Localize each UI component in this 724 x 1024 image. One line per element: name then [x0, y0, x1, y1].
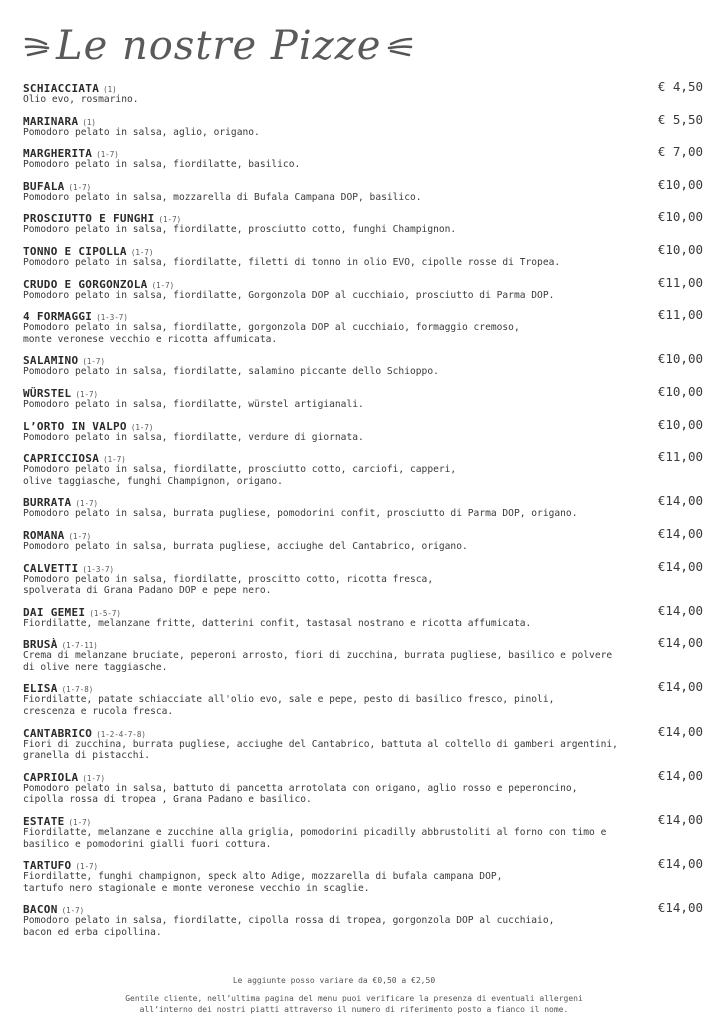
pizza-price: € 5,50: [657, 111, 703, 127]
menu-item: [23, 145, 705, 171]
menu-item: [23, 901, 705, 938]
menu-item-heading: [23, 210, 705, 224]
pizza-description: Pomodoro pelato in salsa, fiordilatte, prosciutto cotto, funghi Champignon.: [23, 224, 457, 236]
menu-item: [23, 604, 705, 630]
menu-item: [23, 276, 705, 302]
menu-item-heading: [23, 494, 705, 508]
pizza-price: €14,00: [657, 900, 703, 916]
pizza-description: Fiori di zucchina, burrata pugliese, acciughe del Cantabrico, battuta al coltello di gamberi argentini, granella di pistacchi.: [23, 738, 618, 762]
allergen-codes: (1-7): [68, 818, 92, 828]
pizza-name: PROSCIUTTO E FUNGHI: [23, 212, 155, 226]
pizza-name: TARTUFO: [23, 859, 72, 873]
pizza-name: MARINARA: [23, 114, 79, 128]
allergen-codes: (1-3-7): [82, 564, 114, 574]
pizza-description: Crema di melanzane bruciate, peperoni arrosto, fiori di zucchina, burrata pugliese, basilico e polvere di olive nere taggiasche.: [23, 650, 613, 673]
menu-item: [23, 385, 705, 411]
pizza-description: Pomodoro pelato in salsa, battuto di pancetta arrotolata con origano, aglio rosso e peperoncino, cipolla rossa di tropea , Grana Padano e basilico.: [23, 782, 578, 806]
pizza-description: Pomodoro pelato in salsa, fiordilatte, gorgonzola DOP al cucchiaio, formaggio cremoso, monte veronese vecchio e ricotta affumicata.: [23, 322, 520, 345]
pizza-price: €14,00: [657, 525, 703, 541]
pizza-description: Pomodoro pelato in salsa, fiordilatte, verdure di giornata.: [23, 431, 364, 443]
menu-item-heading: [23, 385, 705, 399]
pizza-price: €10,00: [657, 176, 703, 192]
left-flourish-icon: [24, 33, 50, 59]
pizza-price: € 7,00: [657, 144, 703, 160]
pizza-name: L’ORTO IN VALPO: [23, 419, 127, 433]
menu-item-heading: [23, 680, 705, 694]
allergen-codes: (1-7): [68, 531, 92, 541]
menu-item-heading: [23, 113, 705, 127]
pizza-description: Pomodoro pelato in salsa, fiordilatte, würstel artigianali.: [23, 398, 364, 410]
menu-item: [23, 80, 705, 106]
pizza-price: €11,00: [657, 449, 703, 465]
menu-item: [23, 680, 705, 717]
pizza-description: Pomodoro pelato in salsa, fiordilatte, proscitto cotto, ricotta fresca, spolverata di Grana Padano DOP e pepe nero.: [23, 573, 434, 597]
menu-item: [23, 243, 705, 269]
menu-item-heading: [23, 769, 705, 783]
menu-item: [23, 308, 705, 345]
page-title: Le nostre Pizze: [56, 23, 382, 69]
menu-item-heading: [23, 243, 705, 257]
allergen-codes: (1): [82, 117, 96, 127]
allergen-codes: (1-5-7): [89, 608, 121, 618]
menu-item-heading: [23, 857, 705, 871]
allergen-codes: (1-7): [130, 247, 154, 257]
pizza-name: BRUSÀ: [23, 638, 58, 652]
menu-item: [23, 352, 705, 378]
pizza-price: €10,00: [657, 416, 703, 432]
pizza-description: Pomodoro pelato in salsa, fiordilatte, basilico.: [23, 159, 301, 171]
pizza-description: Pomodoro pelato in salsa, fiordilatte, Gorgonzola DOP al cucchiaio, prosciutto di Parma DOP.: [23, 289, 555, 301]
allergen-codes: (1-2-4-7-8): [96, 729, 146, 739]
menu-item-heading: [23, 145, 705, 159]
pizza-name: BACON: [23, 903, 58, 917]
pizza-name: CAPRICCIOSA: [23, 452, 100, 466]
pizza-price: €14,00: [657, 635, 703, 651]
menu-item-heading: [23, 636, 705, 650]
pizza-description: Olio evo, rosmarino.: [23, 94, 139, 105]
pizza-name: CAPRIOLA: [23, 770, 79, 784]
menu-item: [23, 725, 705, 762]
pizza-description: Pomodoro pelato in salsa, aglio, origano.: [23, 126, 260, 138]
menu-item-heading: [23, 560, 705, 574]
pizza-name: ELISA: [23, 682, 58, 696]
menu-item-heading: [23, 178, 705, 192]
pizza-price: €11,00: [657, 307, 703, 323]
pizza-price: €14,00: [657, 493, 703, 509]
pizza-price: € 4,50: [657, 79, 703, 94]
allergen-codes: (1-3-7): [96, 313, 128, 323]
allergen-codes: (1-7): [103, 455, 126, 465]
menu-item: [23, 813, 705, 850]
pizza-name: CALVETTI: [23, 561, 79, 575]
allergen-codes: (1-7-11): [61, 641, 98, 651]
right-flourish-icon: [387, 33, 413, 59]
menu-item: [23, 857, 705, 894]
pizza-name: BURRATA: [23, 496, 72, 510]
menu-item: [23, 113, 705, 139]
allergen-codes: (1-7): [61, 906, 85, 916]
menu-item-heading: [23, 813, 705, 827]
pizza-description: Pomodoro pelato in salsa, fiordilatte, salamino piccante dello Schioppo.: [23, 366, 439, 378]
allergen-codes: (1-7): [75, 389, 99, 399]
menu-item-heading: [23, 527, 705, 541]
pizza-description: Fiordilatte, funghi champignon, speck alto Adige, mozzarella di bufala campana DOP, tartufo nero stagionale e monte veronese vecchio in scaglie.: [23, 871, 503, 894]
menu-item-heading: [23, 604, 705, 618]
allergen-codes: (1): [103, 85, 117, 94]
pizza-price: €10,00: [657, 351, 703, 367]
pizza-name: SALAMINO: [23, 354, 79, 368]
menu-item: [23, 178, 705, 204]
menu-item-heading: [23, 418, 705, 432]
pizza-name: WÜRSTEL: [23, 386, 72, 400]
menu-item-heading: [23, 901, 705, 915]
menu-item: [23, 450, 705, 487]
menu-item: [23, 769, 705, 806]
pizza-price: €14,00: [657, 856, 703, 872]
menu-item: [23, 210, 705, 236]
menu-item-heading: [23, 80, 705, 94]
additions-note: Le aggiunte posso variare da €0,50 a €2,50: [232, 976, 436, 985]
pizza-price: €10,00: [657, 241, 703, 257]
allergen-codes: (1-7): [96, 150, 119, 160]
allergen-codes: (1-7): [68, 182, 92, 192]
pizza-description: Fiordilatte, melanzane e zucchine alla griglia, pomodorini picadilly abbrustoliti al forno con timo e basilico e pomodorini gialli fuori cottura.: [23, 827, 607, 850]
pizza-price: €10,00: [657, 209, 703, 225]
allergen-codes: (1-7): [82, 773, 105, 783]
menu-item-heading: [23, 450, 705, 464]
pizza-name: CRUDO E GORGONZOLA: [23, 277, 148, 291]
allergen-codes: (1-7): [158, 215, 182, 225]
menu-item-heading: [23, 725, 705, 739]
allergen-codes: (1-7-8): [61, 685, 94, 695]
pizza-menu-list: [23, 80, 705, 946]
pizza-price: €14,00: [657, 679, 703, 695]
menu-item: [23, 494, 705, 520]
pizza-description: Pomodoro pelato in salsa, fiordilatte, cipolla rossa di tropea, gorgonzola DOP al cucchiaio, bacon ed erba cipollina.: [23, 915, 555, 938]
pizza-price: €14,00: [657, 812, 703, 828]
menu-item-heading: [23, 276, 705, 290]
pizza-description: Pomodoro pelato in salsa, burrata pugliese, pomodorini confit, prosciutto di Parma DOP, origano.: [23, 508, 578, 520]
menu-item: [23, 527, 705, 553]
menu-item: [23, 418, 705, 444]
pizza-price: €10,00: [657, 383, 703, 399]
allergen-codes: (1-7): [75, 499, 99, 509]
menu-item-heading: [23, 308, 705, 322]
pizza-name: TONNO E CIPOLLA: [23, 244, 127, 258]
pizza-name: MARGHERITA: [23, 147, 93, 161]
pizza-description: Fiordilatte, patate schiacciate all'olio evo, sale e pepe, pesto di basilico fresco, pinoli, crescenza e rucola fresca.: [23, 694, 555, 718]
pizza-price: €14,00: [657, 602, 703, 618]
allergen-codes: (1-7): [130, 422, 154, 432]
page-header: [24, 18, 413, 74]
pizza-name: ESTATE: [23, 815, 65, 829]
pizza-description: Pomodoro pelato in salsa, burrata pugliese, acciughe del Cantabrico, origano.: [23, 540, 468, 552]
allergen-codes: (1-7): [82, 357, 105, 367]
pizza-description: Pomodoro pelato in salsa, mozzarella di Bufala Campana DOP, basilico.: [23, 191, 422, 203]
pizza-name: DAI GEMEI: [23, 605, 86, 619]
menu-item: [23, 636, 705, 673]
pizza-name: CANTABRICO: [23, 726, 93, 740]
menu-item-heading: [23, 352, 705, 366]
pizza-name: 4 FORMAGGI: [23, 310, 93, 324]
pizza-description: Fiordilatte, melanzane fritte, datterini confit, tastasal nostrano e ricotta affumicata.: [23, 617, 532, 629]
pizza-name: BUFALA: [23, 179, 65, 193]
allergen-codes: (1-7): [75, 862, 99, 872]
pizza-description: Pomodoro pelato in salsa, fiordilatte, prosciutto cotto, carciofi, capperi, olive taggiasche, funghi Champignon, origano.: [23, 464, 457, 487]
pizza-name: ROMANA: [23, 528, 65, 542]
pizza-name: SCHIACCIATA: [23, 82, 100, 95]
pizza-price: €14,00: [657, 558, 703, 574]
menu-item: [23, 560, 705, 597]
allergen-notice: Gentile cliente, nell’ultima pagina del menu puoi verificare la presenza di eventuali allergeni all’interno dei nostri piatti attraverso il numero di riferimento posto a fianco il nome.: [125, 994, 583, 1014]
pizza-description: Pomodoro pelato in salsa, fiordilatte, filetti di tonno in olio EVO, cipolle rosse di Tropea.: [23, 256, 561, 268]
pizza-price: €11,00: [657, 274, 703, 290]
allergen-codes: (1-7): [151, 280, 175, 290]
pizza-price: €14,00: [657, 767, 703, 783]
pizza-price: €14,00: [657, 723, 703, 739]
